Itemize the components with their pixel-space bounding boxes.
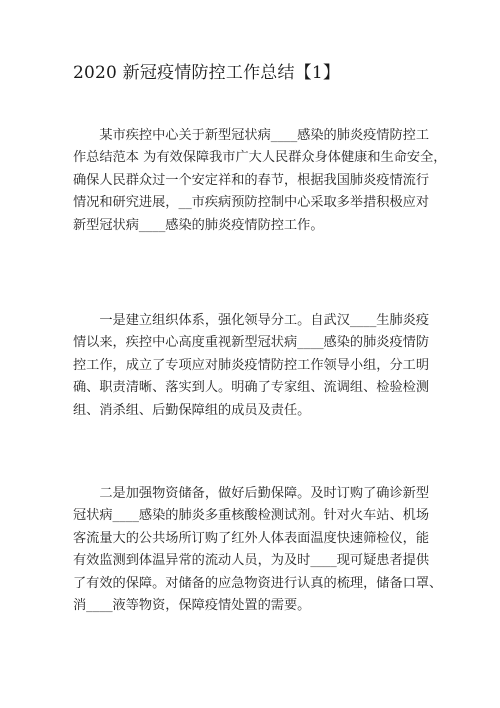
paragraph-line: 作总结范本 为有效保障我市广大人民群众身体健康和生命安全， xyxy=(73,150,447,166)
paragraph-intro xyxy=(73,125,447,237)
paragraph-line: 二是加强物资储备，做好后勤保障。及时订购了确诊新型 xyxy=(73,486,430,501)
paragraph-line: 情以来，疾控中心高度重视新型冠状病____感染的肺炎疫情防 xyxy=(73,335,430,351)
paragraph-line: 消____液等物资，保障疫情处置的需要。 xyxy=(73,597,311,613)
paragraph-line: 一是建立组织体系，强化领导分工。自武汉____生肺炎疫 xyxy=(73,313,430,328)
paragraph-line: 确、职责清晰、落实到人。明确了专家组、流调组、检验检测 xyxy=(73,380,430,396)
document-title: 2020 新冠疫情防控工作总结【1】 xyxy=(73,63,341,83)
paragraph-line: 情况和研究进展，__市疾病预防控制中心采取多举措积极应对 xyxy=(73,195,430,211)
paragraph-line: 某市疾控中心关于新型冠状病____感染的肺炎疫情防控工 xyxy=(73,128,430,143)
paragraph-line: 了有效的保障。对储备的应急物资进行认真的梳理，储备口罩、 xyxy=(73,575,443,591)
paragraph-organization xyxy=(73,310,443,422)
paragraph-line: 控工作，成立了专项应对肺炎疫情防控工作领导小组，分工明 xyxy=(73,357,430,373)
paragraph-line: 冠状病____感染的肺炎多重核酸检测试剂。针对火车站、机场 xyxy=(73,508,430,524)
paragraph-line: 新型冠状病____感染的肺炎疫情防控工作。 xyxy=(73,217,324,233)
paragraph-line: 有效监测到体温异常的流动人员，为及时____现可疑患者提供 xyxy=(73,553,430,569)
paragraph-line: 确保人民群众过一个安定祥和的春节，根据我国肺炎疫情流行 xyxy=(73,172,430,188)
paragraph-line: 组、消杀组、后勤保障组的成员及责任。 xyxy=(73,402,311,418)
paragraph-line: 客流量大的公共场所订购了红外人体表面温度快速筛检仪，能 xyxy=(73,530,430,546)
paragraph-supplies xyxy=(73,483,443,617)
